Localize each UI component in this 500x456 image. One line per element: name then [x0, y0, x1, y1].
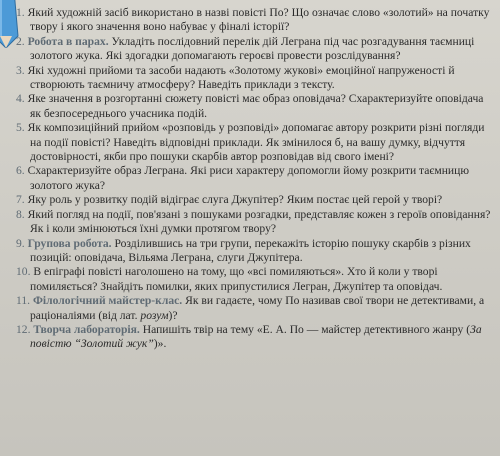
question-number: 2. [16, 34, 25, 48]
question-text: Схарактеризуйте образ Леграна. Які риси характеру допомогли йому розкрити таємницю золотого жука? [27, 164, 470, 192]
question-7 [8, 193, 494, 207]
question-text: Як композиційний прийом «розповідь у розповіді» допомагає автору розкрити різні погляди на події повісті? Наведіть відповідні приклади. Як змінилося б, на вашу думку, відчуття достовірності, якби про пошуки скарбів автор розповідав від свого імені? [27, 121, 485, 164]
question-text: Напишіть твір на тему «Е. А. По — майстер детективного жанру ( [142, 322, 471, 336]
question-text-tail: )». [153, 337, 167, 351]
activity-label: Філологічний майстер-клас. [32, 294, 183, 308]
question-text-italic: розум [140, 308, 169, 322]
question-number: 7. [16, 193, 25, 207]
question-4 [8, 92, 494, 121]
question-text: Який погляд на події, пов'язані з пошуками розгадки, представляє кожен з героїв оповідання? Як і коли змінюються їхні думки протягом твору? [27, 207, 491, 236]
question-9 [8, 237, 494, 266]
question-text: Розділившись на три групи, перекажіть історію пошуку скарбів з різних позицій: оповідача, Вільяма Леграна, слуги Джупітера. [30, 236, 471, 264]
question-11 [8, 294, 494, 323]
question-2 [8, 35, 494, 64]
question-number: 4. [16, 92, 25, 106]
question-text: Як ви гадаєте, чому По називав свої твори не детективами, а раціоналіями (від лат. [30, 294, 485, 322]
question-10 [8, 265, 494, 294]
question-number: 8. [16, 207, 25, 221]
question-text: Яке значення в розгортанні сюжету повісті має образ оповідача? Схарактеризуйте оповідача як безпосереднього учасника подій. [27, 92, 484, 120]
question-number: 1. [16, 6, 25, 19]
activity-label: Творча лабораторія. [33, 322, 140, 336]
question-text-italic: За повістю “Золотий жук” [30, 322, 482, 351]
question-number: 3. [16, 63, 25, 77]
question-number: 5. [16, 121, 25, 135]
question-12 [8, 323, 494, 352]
question-text-tail: )? [168, 308, 178, 322]
question-number: 9. [16, 236, 25, 250]
question-number: 10. [16, 265, 31, 279]
question-text: Які художні прийоми та засоби надають «Золотому жукові» емоційної напруженості й створюють таємничу атмосферу? Наведіть приклади з тексту. [27, 63, 455, 92]
question-1 [8, 6, 494, 35]
activity-label: Групова робота. [27, 236, 112, 250]
question-8 [8, 208, 494, 237]
question-3 [8, 64, 494, 93]
question-5 [8, 121, 494, 164]
question-number: 6. [16, 164, 25, 178]
question-number: 11. [16, 294, 31, 308]
question-text: Яку роль у розвитку подій відіграє слуга Джупітер? Яким постає цей герой у творі? [27, 193, 443, 207]
question-text: В епіграфі повісті наголошено на тому, що «всі помиляються». Хто й коли у творі помиляється? Знайдіть помилки, яких припустилися Легран, Джупітер та оповідач. [30, 265, 443, 293]
activity-label: Робота в парах. [27, 34, 109, 48]
questions-list [8, 6, 494, 352]
question-number: 12. [16, 322, 31, 336]
question-6 [8, 164, 494, 193]
question-text: Укладіть послідовний перелік дій Леграна під час розгадування таємниці золотого жука. Які здогадки допомагають героєві провести розслідування? [30, 34, 475, 63]
question-text: Який художній засіб використано в назві повісті По? Що означає слово «золотий» на початку твору і якого значення воно набуває у фіналі історії? [27, 6, 490, 34]
